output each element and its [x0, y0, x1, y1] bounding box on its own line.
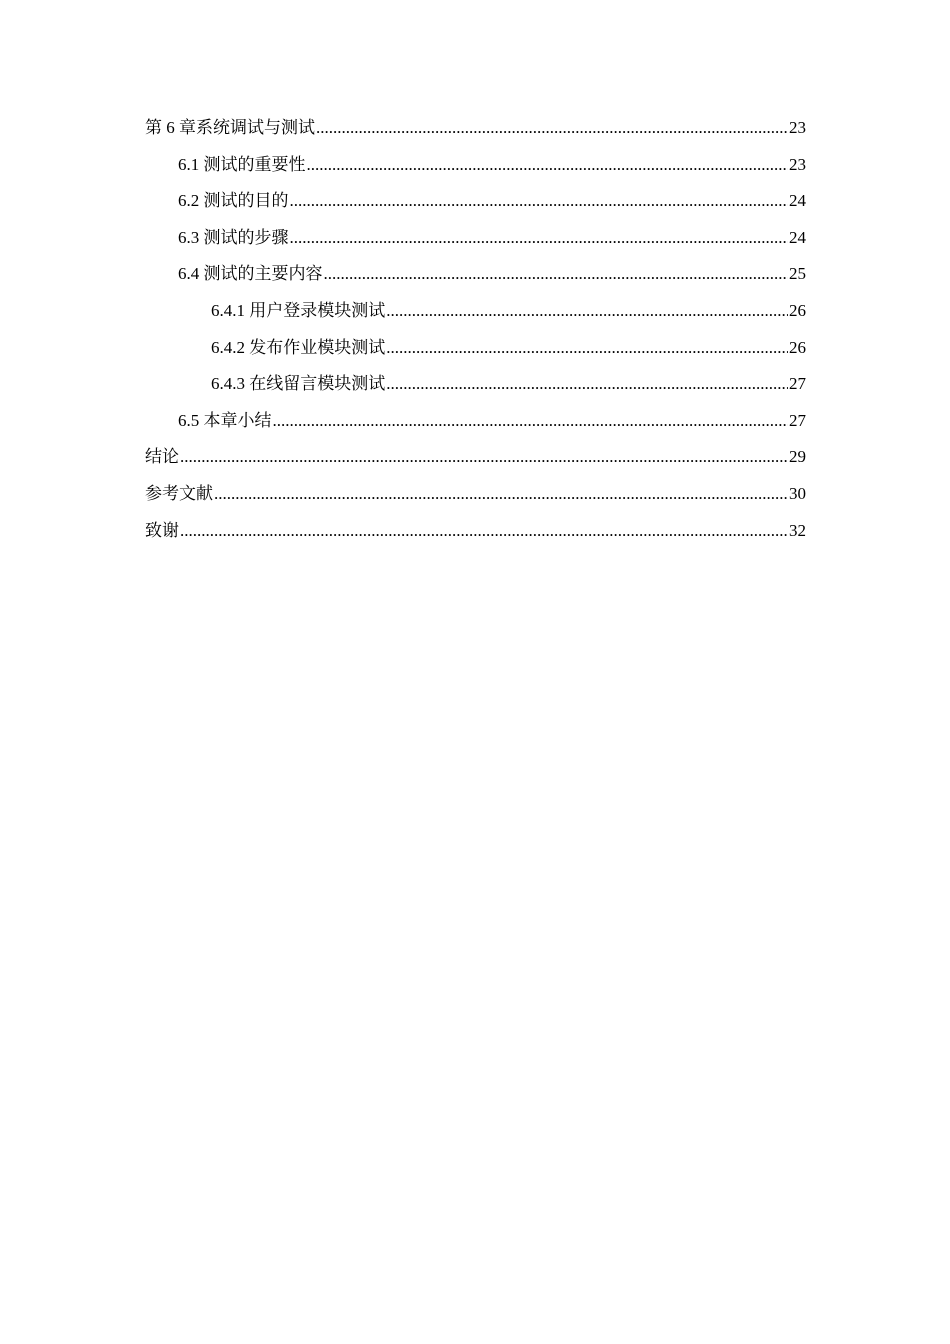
toc-dot-leader [273, 403, 789, 440]
toc-entry-title: 参考文献 [145, 483, 213, 503]
toc-entry-page: 24 [789, 191, 806, 211]
toc-entry-title: 6.4.2 发布作业模块测试 [211, 337, 386, 357]
toc-entry-references[interactable] [145, 476, 806, 513]
toc-entry-page: 27 [789, 374, 806, 394]
toc-dot-leader [386, 293, 788, 330]
toc-dot-leader [324, 256, 789, 293]
toc-dot-leader [307, 147, 789, 184]
toc-entry-page: 29 [789, 447, 806, 467]
toc-entry-page: 26 [789, 300, 806, 320]
toc-entry-6-4[interactable] [145, 256, 806, 293]
toc-entry-title: 6.4.3 在线留言模块测试 [211, 374, 386, 394]
toc-dot-leader [214, 476, 788, 513]
toc-entry-6-5[interactable] [145, 403, 806, 440]
toc-entry-title: 结论 [145, 447, 179, 467]
toc-dot-leader [290, 220, 789, 257]
toc-dot-leader [316, 110, 788, 147]
toc-entry-title: 6.1 测试的重要性 [178, 154, 306, 174]
toc-entry-page: 23 [789, 118, 806, 137]
toc-entry-6-2[interactable] [145, 183, 806, 220]
toc-entry-page: 27 [789, 410, 806, 430]
table-of-contents [145, 110, 806, 549]
toc-entry-page: 25 [789, 264, 806, 284]
toc-entry-page: 32 [789, 520, 806, 540]
toc-entry-title: 6.4 测试的主要内容 [178, 264, 323, 284]
toc-entry-page: 23 [789, 154, 806, 174]
toc-entry-6-3[interactable] [145, 220, 806, 257]
toc-entry-page: 24 [789, 227, 806, 247]
toc-entry-page: 30 [789, 483, 806, 503]
toc-dot-leader [180, 513, 788, 550]
toc-dot-leader [290, 183, 789, 220]
toc-dot-leader [386, 330, 788, 367]
toc-entry-chapter-6[interactable] [145, 110, 806, 147]
toc-dot-leader [180, 439, 788, 476]
toc-entry-title: 第 6 章系统调试与测试 [145, 118, 315, 137]
toc-entry-6-4-3[interactable] [145, 366, 806, 403]
toc-entry-conclusion[interactable] [145, 439, 806, 476]
toc-entry-page: 26 [789, 337, 806, 357]
toc-entry-title: 6.5 本章小结 [178, 410, 272, 430]
toc-entry-title: 6.2 测试的目的 [178, 191, 289, 211]
toc-entry-title: 6.4.1 用户登录模块测试 [211, 300, 386, 320]
toc-entry-6-4-1[interactable] [145, 293, 806, 330]
toc-entry-6-4-2[interactable] [145, 330, 806, 367]
toc-entry-title: 致谢 [145, 520, 179, 540]
toc-entry-title: 6.3 测试的步骤 [178, 227, 289, 247]
toc-dot-leader [386, 366, 788, 403]
toc-entry-acknowledgements[interactable] [145, 513, 806, 550]
toc-entry-6-1[interactable] [145, 147, 806, 184]
